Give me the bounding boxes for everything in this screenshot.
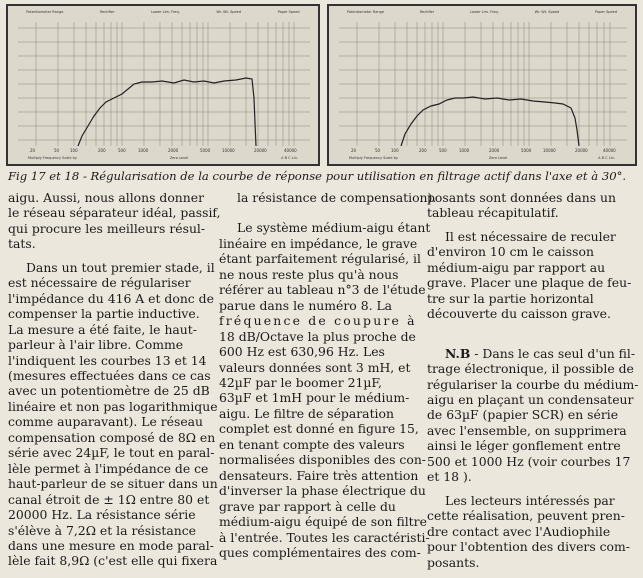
text-line: 500 et 1000 Hz (voir courbes 17 [427, 453, 631, 469]
text-line: posants. [427, 554, 480, 570]
text-line: (mesures effectuées dans ce cas [8, 367, 211, 383]
text-line: dans une mesure en mode paral- [8, 537, 214, 553]
text-line: tre sur la partie horizontal [427, 290, 594, 306]
paragraph-gap [8, 252, 210, 260]
text-line: lèle permet à l'impédance de ce [8, 460, 209, 476]
text-line: haut-parleur de se situer dans un [8, 476, 218, 492]
text-line: de 63µF (papier SCR) en série [427, 407, 619, 423]
chart-footer [8, 152, 318, 164]
text-line: tats. [8, 236, 36, 252]
text-column-1 [8, 190, 221, 569]
nb-text: - Dans le cas seul d'un fil- [470, 345, 636, 361]
svg-text:40000: 40000 [603, 148, 616, 153]
text-line [427, 346, 635, 361]
svg-text:20: 20 [30, 148, 36, 153]
svg-text:200: 200 [419, 148, 427, 153]
svg-text:5000: 5000 [200, 148, 211, 153]
paragraph [219, 190, 437, 205]
paragraph [8, 190, 221, 252]
text-line: parue dans le numéro 8. La [219, 297, 393, 313]
text-line: linéaire et non pas logarithmique [8, 398, 218, 414]
text-line: à l'entrée. Toutes les caractéristi- [219, 529, 430, 545]
paragraph [427, 190, 635, 221]
text-line: d'environ 10 cm le caisson [427, 244, 594, 260]
text-line: la résistance de compensation). [237, 190, 437, 205]
text-line: qui procure les meilleurs résul- [8, 220, 206, 236]
text-line: d'inverser la phase électrique du [219, 483, 426, 499]
paragraph [219, 220, 431, 560]
svg-text:40000: 40000 [284, 148, 297, 153]
text-line: ainsi le léger gonflement entre [427, 438, 621, 454]
text-line: médium-aigu équipé de son filtre [219, 514, 427, 530]
text-line: fréquence de coupure à [219, 313, 417, 329]
text-line: 600 Hz est 630,96 Hz. Les [219, 344, 385, 360]
chart-footer [329, 152, 635, 164]
text-line: densateurs. Faire très attention [219, 467, 419, 483]
svg-text:20000: 20000 [575, 148, 588, 153]
svg-text:5000: 5000 [521, 148, 532, 153]
header-label: Lower Lim. Freq. [151, 10, 180, 14]
text-line: Les lecteurs intéressés par [445, 492, 615, 508]
svg-text:1000: 1000 [459, 148, 470, 153]
svg-text:50: 50 [54, 148, 60, 153]
nb-paragraph [427, 345, 639, 485]
svg-text:1000: 1000 [138, 148, 149, 153]
chart-header [8, 6, 318, 18]
text-line: complet est donné en figure 15, [219, 421, 419, 437]
text-line: avec l'ensemble, on supprimera [427, 422, 627, 438]
svg-text:100: 100 [391, 148, 399, 153]
text-line: en tenant compte des valeurs [219, 436, 405, 452]
paragraph-gap [427, 485, 635, 493]
svg-text:2000: 2000 [489, 148, 500, 153]
svg-text:50: 50 [375, 148, 381, 153]
text-line: le réseau séparateur idéal, passif, [8, 205, 221, 221]
text-line: avec un potentiomètre de 25 dB [8, 383, 210, 399]
svg-text:2000: 2000 [168, 148, 179, 153]
figure-17-chart [6, 4, 320, 166]
text-line: dre contact avec l'Audiophile [427, 523, 611, 539]
paragraph-gap [427, 221, 635, 229]
paragraph [427, 493, 635, 570]
svg-text:500: 500 [118, 148, 126, 153]
paragraph-gap [427, 322, 635, 346]
footer-label: A B C Lin. [281, 156, 298, 160]
nb-label: N.B [445, 345, 471, 361]
text-line: découverte du caisson grave. [427, 306, 611, 322]
paragraph [427, 229, 635, 322]
text-line: Le système médium-aigu étant [237, 220, 431, 236]
text-line: aigu. Aussi, nous allons donner [8, 190, 204, 205]
svg-text:100: 100 [70, 148, 78, 153]
footer-label: Multiply Frequency Scale by [28, 156, 77, 160]
text-line: cette réalisation, peuvent pren- [427, 508, 625, 524]
svg-text:500: 500 [439, 148, 447, 153]
text-line: normalisées disponibles des con- [219, 452, 426, 468]
text-line: 20000 Hz. La résistance série [8, 507, 196, 523]
text-line: canal étroit de ± 1Ω entre 80 et [8, 491, 210, 507]
svg-text:20: 20 [351, 148, 357, 153]
header-label: Potentiometer Range [346, 10, 384, 14]
footer-label: A B C Lin. [598, 156, 615, 160]
response-curve-plot [339, 18, 627, 154]
header-label: Wr. Wt. Speed [216, 10, 242, 14]
header-label: Wr. Wt. Speed [534, 10, 560, 14]
header-label: Potentiometer Range [26, 10, 64, 14]
text-line: valeurs données sont 3 mH, et [219, 359, 411, 375]
paragraph-gap [219, 205, 419, 220]
header-label: Paper Speed [595, 10, 618, 14]
header-label: Paper Speed [277, 10, 300, 14]
text-line: aigu en plaçant un condensateur [427, 391, 634, 407]
text-line: compenser la partie inductive. [8, 306, 200, 322]
text-line: étant parfaitement régularisé, il [219, 251, 421, 267]
figure-18-chart [327, 4, 637, 166]
text-line: ques complémentaires des com- [219, 544, 421, 560]
svg-text:10000: 10000 [222, 148, 235, 153]
paragraph [8, 259, 218, 569]
figure-caption: Fig 17 et 18 - Régularisation de la courbe de réponse pour utilisation en filtrage actif dans l'axe et à 30°. [8, 169, 627, 183]
text-line: 18 dB/Octave la plus proche de [219, 328, 416, 344]
text-line: s'élève à 7,2Ω et la résistance [8, 522, 197, 538]
footer-label: Zero Level [488, 156, 508, 160]
svg-text:200: 200 [98, 148, 106, 153]
text-line: tableau récapitulatif. [427, 205, 559, 221]
text-line: 63µF et 1mH pour le médium- [219, 390, 410, 406]
text-line: grave. Placer une plaque de feu- [427, 275, 632, 291]
text-column-2 [219, 190, 437, 560]
text-line: pour l'obtention des divers com- [427, 539, 630, 555]
text-line: posants sont données dans un [427, 190, 616, 205]
text-line: et 18 ). [427, 469, 472, 485]
text-line: Il est nécessaire de reculer [445, 228, 616, 244]
svg-text:20000: 20000 [254, 148, 267, 153]
header-label: Rectifier [99, 10, 115, 14]
header-label: Lower Lim. Freq. [470, 10, 499, 14]
header-label: Rectifier [419, 10, 435, 14]
text-line: La mesure a été faite, le haut- [8, 321, 197, 337]
text-line: comme auparavant). Le réseau [8, 414, 204, 430]
text-line: médium-aigu par rapport au [427, 259, 606, 275]
text-line: aigu. Le filtre de séparation [219, 405, 394, 421]
text-column-3 [427, 190, 639, 570]
text-line: l'impédance du 416 A et donc de [8, 290, 214, 306]
text-line: 42µF par le boomer 21µF, [219, 374, 382, 390]
text-line: Dans un tout premier stade, il [26, 259, 215, 275]
text-line: trage électronique, il possible de [427, 361, 634, 377]
text-line: linéaire en impédance, le grave [219, 235, 418, 251]
text-line: régulariser la courbe du médium- [427, 376, 639, 392]
response-curve-plot [18, 18, 310, 154]
footer-label: Multiply Frequency Scale by [349, 156, 398, 160]
text-line: parleur à l'air libre. Comme [8, 337, 184, 353]
text-line: l'indiquent les courbes 13 et 14 [8, 352, 207, 368]
text-line: série avec 24µF, le tout en paral- [8, 445, 215, 461]
text-line: est nécessaire de régulariser [8, 275, 191, 291]
chart-header [329, 6, 635, 18]
text-line: référer au tableau n°3 de l'étude [219, 282, 426, 298]
text-line: grave par rapport à celle du [219, 498, 396, 514]
footer-label: Zero Level [169, 156, 189, 160]
text-line: compensation composé de 8Ω en [8, 429, 216, 445]
text-line: ne nous reste plus qu'à nous [219, 266, 399, 282]
svg-text:10000: 10000 [543, 148, 556, 153]
text-line: lèle fait 8,9Ω (c'est elle qui fixera [8, 553, 218, 569]
